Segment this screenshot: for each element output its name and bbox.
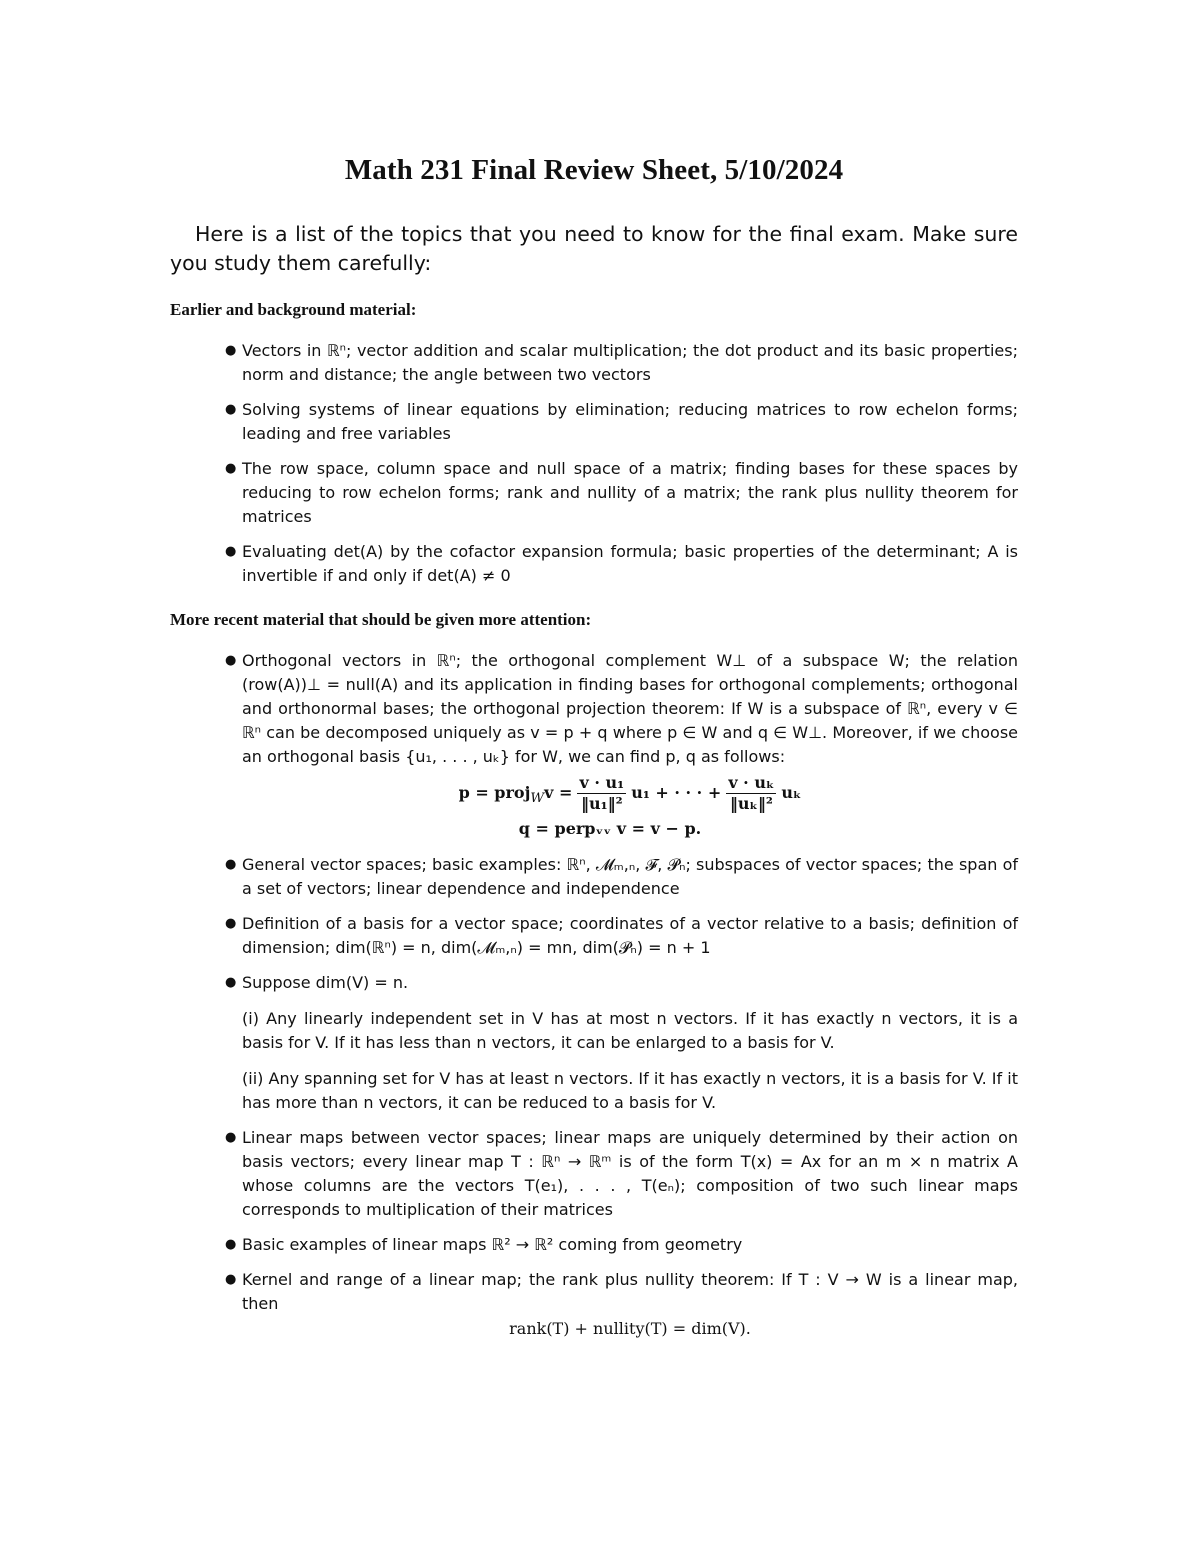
list-item: ● Evaluating det(A) by the cofactor expansion formula; basic properties of the determinant; A is invertible if and only if det(A) ≠ 0 bbox=[225, 542, 1018, 585]
earlier-topics-list bbox=[170, 339, 1018, 588]
bullet-icon: ● bbox=[225, 544, 237, 559]
list-item: ● Basic examples of linear maps ℝ² → ℝ² coming from geometry bbox=[242, 1233, 1018, 1257]
list-item-kernel: ● Kernel and range of a linear map; the rank plus nullity theorem: If T : V → W is a linear map, then rank(T) + nullity(T) = dim(V). bbox=[242, 1268, 1018, 1342]
list-item-suppose: ● Suppose dim(V) = n. (i) Any linearly independent set in V has at most n vectors. If it has exactly n vectors, it is a basis for V. If it has less than n vectors, it can be enlarged to a basis for V. (ii) Any spanning set for V has at least n vectors. If it has exactly n vectors, it is a basis for V. If it has more than n vectors, it can be reduced to a basis for V. bbox=[225, 973, 1018, 1112]
bullet-icon: ● bbox=[225, 402, 237, 417]
review-sheet-page bbox=[170, 150, 1018, 1342]
bullet-icon: ● bbox=[225, 653, 237, 668]
list-item: ● General vector spaces; basic examples: ℝⁿ, 𝓜ₘ,ₙ, 𝓕, 𝓟ₙ; subspaces of vector spaces; the span of a set of vectors; linear dependence and independence bbox=[225, 855, 1018, 898]
section-heading-earlier: Earlier and background material: bbox=[170, 300, 417, 319]
bullet-icon: ● bbox=[225, 1272, 237, 1287]
page-title: Math 231 Final Review Sheet, 5/10/2024 bbox=[344, 154, 844, 186]
bullet-icon: ● bbox=[225, 1237, 237, 1252]
list-item: ● Linear maps between vector spaces; linear maps are uniquely determined by their action on basis vectors; every linear map T : ℝⁿ → ℝᵐ is of the form T(x) = Ax for an m × n matrix A whose columns are the vectors T(e₁), . . . , T(eₙ); composition of two such linear maps corresponds to multiplication of their matrices bbox=[225, 1128, 1018, 1219]
bullet-icon: ● bbox=[225, 975, 237, 990]
list-item: ● The row space, column space and null space of a matrix; finding bases for these spaces by reducing to row echelon forms; rank and nullity of a matrix; the rank plus nullity theorem for matrices bbox=[225, 459, 1018, 526]
list-item: ● Solving systems of linear equations by elimination; reducing matrices to row echelon forms; leading and free variables bbox=[225, 400, 1018, 443]
fraction-first-term: $\frac{\text{v · u₁}}{\text{‖u₁‖²}}$ bbox=[579, 773, 625, 813]
fraction-last-term: $\frac{\text{v · uₖ}}{\text{‖uₖ‖²}}$ bbox=[728, 773, 775, 813]
intro-paragraph: Here is a list of the topics that you need to know for the final exam. Make sure you study them carefully: bbox=[170, 222, 1018, 275]
section-heading-recent: More recent material that should be given more attention: bbox=[170, 610, 592, 629]
bullet-icon: ● bbox=[225, 1130, 237, 1145]
projection-formula: p = proj$_W$v = $\frac{\text{v · u₁}}{\text{‖u₁‖²}}$ u₁ + · · · + $\frac{\text{v · uₖ}}{\text{‖uₖ‖²}}$ uₖ bbox=[458, 773, 802, 813]
rank-nullity-formula: rank(T) + nullity(T) = dim(V). bbox=[509, 1319, 751, 1338]
list-item: ● Vectors in ℝⁿ; vector addition and scalar multiplication; the dot product and its basic properties; norm and distance; the angle between two vectors bbox=[225, 341, 1018, 384]
bullet-icon: ● bbox=[225, 461, 237, 476]
bullet-icon: ● bbox=[225, 916, 237, 931]
recent-topics-list bbox=[170, 649, 1018, 1342]
perpendicular-formula: q = perpᵥᵥ v = v − p. bbox=[518, 819, 702, 838]
bullet-icon: ● bbox=[225, 343, 237, 358]
bullet-icon: ● bbox=[225, 857, 237, 872]
list-item-orthogonal: ● Orthogonal vectors in ℝⁿ; the orthogonal complement W⊥ of a subspace W; the relation (row(A))⊥ = null(A) and its application in finding bases for orthogonal complements; orthogonal and orthonormal bases; the orthogonal projection theorem: If W is a subspace of ℝⁿ, every v ∈ ℝⁿ can be decomposed uniquely as v = p + q where p ∈ W and q ∈ W⊥. Moreover, if we choose an orthogonal basis {u₁, . . . , uₖ} for W, we can find p, q as follows: p = proj$_W$v = $\frac{\text{v · u₁}}{\text{‖u₁‖²}}$ u₁ + · · · + $\frac{\text{v · uₖ}}{\text{‖uₖ‖²}}$ uₖ q = perpᵥᵥ v = v − p. bbox=[242, 649, 1018, 842]
list-item: ● Definition of a basis for a vector space; coordinates of a vector relative to a basis; definition of dimension; dim(ℝⁿ) = n, dim(𝓜ₘ,ₙ) = mn, dim(𝓟ₙ) = n + 1 bbox=[225, 914, 1018, 957]
